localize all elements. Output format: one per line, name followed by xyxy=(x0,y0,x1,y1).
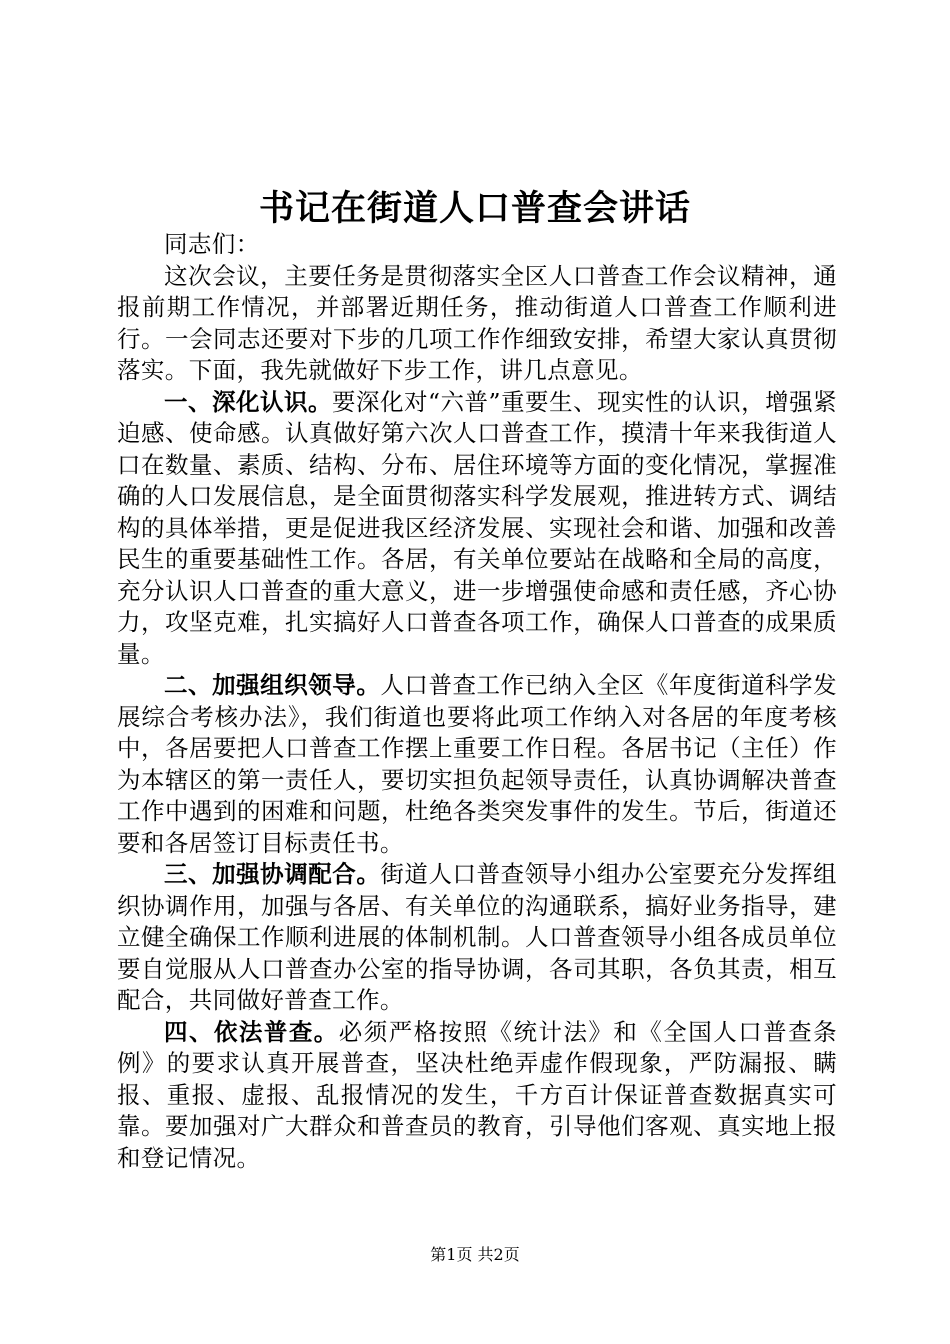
section-text: 人口普查工作已纳入全区《年度街道科学发展综合考核办法》，我们街道也要将此项工作纳入对各居的年度考核中，各居要把人口普查工作摆上重要工作日程。各居书记（主任）作为本辖区的第一责任人，要切实担负起领导责任，认真协调解决普查工作中遇到的困难和问题，杜绝各类突发事件的发生。节后，街道还要和各居签订目标责任书。 xyxy=(117,671,837,857)
document-title: 书记在街道人口普查会讲话 xyxy=(258,188,691,229)
document-body xyxy=(117,229,837,1174)
greeting: 同志们： xyxy=(164,230,260,258)
section-text: 街道人口普查领导小组办公室要充分发挥组织协调作用，加强与各居、有关单位的沟通联系，搞好业务指导，建立健全确保工作顺利进展的体制机制。人口普查领导小组各成员单位要自觉服从人口普查办公室的指导协调，各司其职，各负其责，相互配合，共同做好普查工作。 xyxy=(117,860,837,1014)
section-paragraph xyxy=(117,859,837,1017)
section-paragraph xyxy=(117,387,837,671)
section-paragraph xyxy=(117,1017,837,1175)
section-heading: 一、深化认识。 xyxy=(164,387,333,416)
section-heading: 四、依法普查。 xyxy=(164,1017,339,1046)
section-heading: 二、加强组织领导。 xyxy=(164,671,381,699)
section-heading: 三、加强协调配合。 xyxy=(164,860,381,888)
section-text: 要深化对“六普”重要生、现实性的认识，增强紧迫感、使命感。认真做好第六次人口普查工作，摸清十年来我街道人口在数量、素质、结构、分布、居住环境等方面的变化情况，掌握准确的人口发展信息，是全面贯彻落实科学发展观，推进转方式、调结构的具体举措，更是促进我区经济发展、实现社会和谐、加强和改善民生的重要基础性工作。各居，有关单位要站在战略和全局的高度，充分认识人口普查的重大意义，进一步增强使命感和责任感，齐心协力，攻坚克难，扎实搞好人口普查各项工作，确保人口普查的成果质量。 xyxy=(117,387,837,668)
intro-paragraph: 这次会议，主要任务是贯彻落实全区人口普查工作会议精神，通报前期工作情况，并部署近期任务，推动街道人口普查工作顺利进行。一会同志还要对下步的几项工作作细致安排，希望大家认真贯彻落实。下面，我先就做好下步工作，讲几点意见。 xyxy=(117,261,837,384)
section-paragraph xyxy=(117,670,837,859)
page-footer: 第1页 共2页 xyxy=(430,1245,520,1264)
section-text: 必须严格按照《统计法》和《全国人口普查条例》的要求认真开展普查，坚决杜绝弄虚作假现象，严防漏报、瞒报、重报、虚报、乱报情况的发生，千方百计保证普查数据真实可靠。要加强对广大群众和普查员的教育，引导他们客观、真实地上报和登记情况。 xyxy=(117,1017,837,1172)
